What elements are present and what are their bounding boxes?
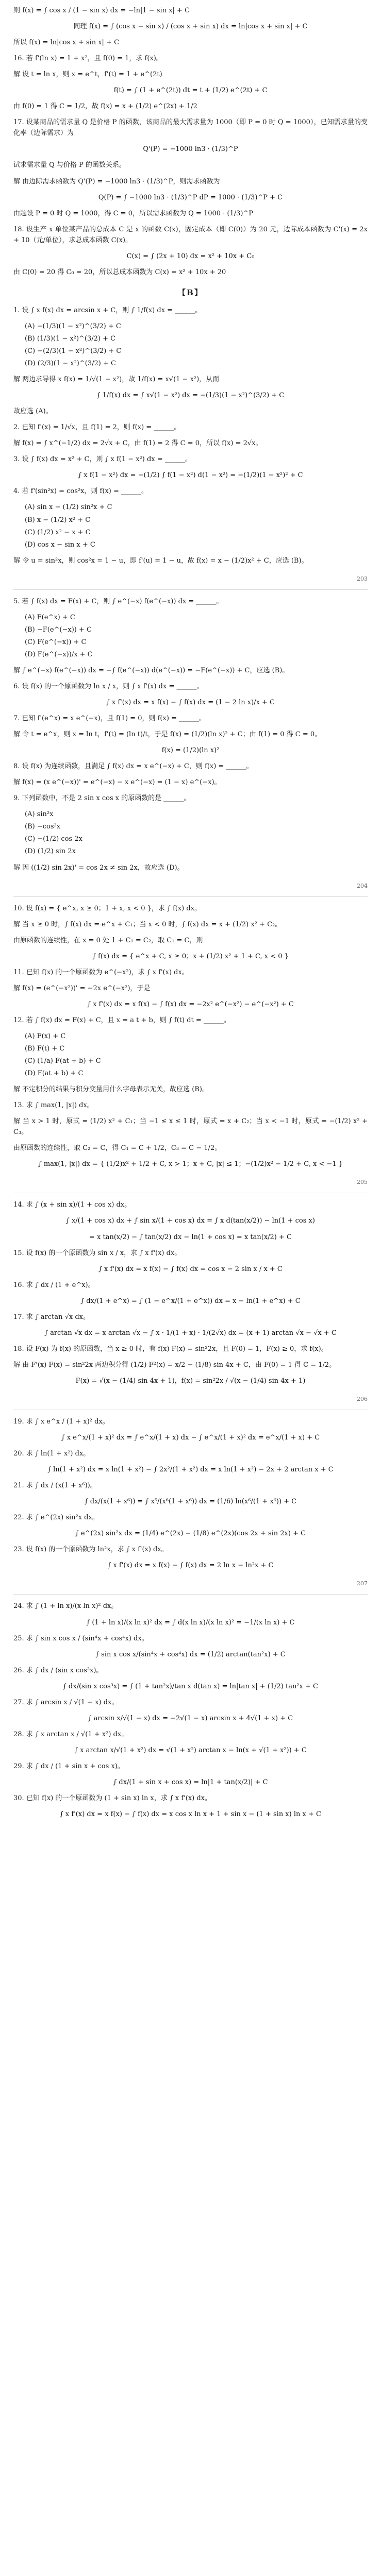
text-line: 30. 已知 f(x) 的一个原函数为 (1 + sin x) ln x，求 ∫ x f'(x) dx。: [13, 1794, 212, 1803]
text-line: 21. 求 ∫ dx / (x(1 + x⁶))。: [13, 1482, 97, 1490]
text-line: 16. 若 f'(ln x) = 1 + x²，且 f(0) = 1，求 f(x)。: [13, 55, 163, 63]
option-item: (C) (1/2) x² − x + C: [25, 528, 91, 536]
section: [13, 1580, 368, 1820]
math-line: ∫ x f'(x) dx = x f(x) − ∫ f(x) dx = (1 − 2 ln x)/x + C: [106, 699, 275, 707]
math-line: F(x) = √(x − (1/4) sin 4x + 1)，f(x) = sin²2x / √(x − (1/4) sin 4x + 1): [75, 1377, 306, 1385]
math-line: ∫ x f'(x) dx = x f(x) − ∫ f(x) dx = 2 ln x − ln²x + C: [107, 1562, 274, 1570]
text-line: 由 C(0) = 20 得 C₀ = 20，所以总成本函数为 C(x) = x² + 10x + 20: [13, 268, 226, 276]
text-line: 12. 若 ∫ f(x) dx = F(x) + C，且 x = a t + b，则 ∫ f(t) dt = ______。: [13, 1016, 230, 1024]
text-line: 14. 求 ∫ (x + sin x)/(1 + cos x) dx。: [13, 1201, 131, 1209]
math-line: C(x) = ∫ (2x + 10) dx = x² + 10x + C₀: [126, 252, 255, 260]
math-line: ∫ arcsin x/√(1 − x) dx = −2√(1 − x) arcsin x + 4√(1 + x) + C: [88, 1714, 293, 1722]
math-line: ∫ 1/f(x) dx = ∫ x√(1 − x²) dx = −(1/3)(1 − x²)^(3/2) + C: [96, 392, 285, 400]
math-line: ∫ arctan √x dx = x arctan √x − ∫ x · 1/(1 + x) · 1/(2√x) dx = (x + 1) arctan √x − √x + C: [44, 1329, 337, 1337]
text-line: 解 令 t = e^x，则 x = ln t，f'(t) = (ln t)/t，于是 f(x) = (1/2)(ln x)² + C；由 f(1) = 0 得 C = 0。: [13, 731, 322, 739]
text-line: 解 f(x) = ∫ x^(−1/2) dx = 2√x + C，由 f(1) = 2 得 C = 0，所以 f(x) = 2√x。: [13, 439, 262, 448]
math-line: ∫ sin x cos x/(sin⁴x + cos⁴x) dx = (1/2) arctan(tan²x) + C: [95, 1650, 286, 1658]
option-item: (D) (1/2) sin 2x: [25, 848, 76, 856]
math-line: ∫ x e^x/(1 + x)² dx = ∫ e^x/(1 + x) dx − ∫ e^x/(1 + x)² dx = e^x/(1 + x) + C: [61, 1434, 320, 1442]
section-title: 【B】: [178, 287, 203, 297]
text-line: 解 由边际需求函数为 Q'(P) = −1000 ln3 · (1/3)^P，则需求函数为: [13, 177, 220, 185]
text-line: 解 由 F'(x) F(x) = sin²2x 两边积分得 (1/2) F²(x) = x/2 − (1/8) sin 4x + C，由 F(0) = 1 得 C = 1/2。: [13, 1361, 336, 1369]
text-line: 18. 设 F(x) 为 f(x) 的原函数，当 x ≥ 0 时，有 f(x) F(x) = sin²2x，且 F(0) = 1，F(x) ≥ 0，求 f(x)。: [13, 1345, 328, 1353]
text-line: 18. 设生产 x 单位某产品的总成本 C 是 x 的函数 C(x)，固定成本（即 C(0)）为 20 元，边际成本函数为 C'(x) = 2x + 10（元/单位），求总成本函数 C(x)。: [13, 225, 368, 244]
text-line: 解 不定积分的结果与积分变量用什么字母表示无关，故应选 (B)。: [13, 1086, 209, 1094]
text-line: 13. 求 ∫ max(1, |x|) dx。: [13, 1101, 94, 1110]
text-line: 25. 求 ∫ sin x cos x / (sin⁴x + cos⁴x) dx。: [13, 1634, 148, 1642]
text-line: 7. 已知 f'(e^x) = x e^(−x)，且 f(1) = 0，则 f(x) = ______。: [13, 715, 206, 723]
text-line: 解 f(x) = (e^(−x²))' = −2x e^(−x²)，于是: [13, 984, 151, 992]
option-list: [13, 612, 368, 660]
option-list: [13, 321, 368, 369]
text-line: 解 两边求导得 x f(x) = 1/√(1 − x²)，故 1/f(x) = x√(1 − x²)，从而: [13, 376, 220, 384]
math-line: ∫ e^(2x) sin²x dx = (1/4) e^(2x) − (1/8) e^(2x)(cos 2x + sin 2x) + C: [75, 1530, 306, 1538]
text-line: 20. 求 ∫ ln(1 + x²) dx。: [13, 1450, 90, 1458]
math-line: Q'(P) = −1000 ln3 · (1/3)^P: [143, 145, 238, 154]
text-line: 24. 求 ∫ (1 + ln x)/(x ln x)² dx。: [13, 1602, 118, 1611]
document-content: [13, 5, 368, 1820]
math-line: ∫ x/(1 + cos x) dx + ∫ sin x/(1 + cos x) dx = ∫ x d(tan(x/2)) − ln(1 + cos x): [66, 1217, 315, 1225]
section: [13, 883, 368, 1170]
page-number: 207: [357, 1580, 368, 1587]
text-line: 解 当 x > 1 时，原式 = (1/2) x² + C₁；当 −1 ≤ x ≤ 1 时，原式 = x + C₂；当 x < −1 时，原式 = −(1/2) x² + C₃。: [13, 1117, 368, 1137]
text-line: 解 ∫ e^(−x) f(e^(−x)) dx = −∫ f(e^(−x)) d(e^(−x)) = −F(e^(−x)) + C，应选 (B)。: [13, 666, 289, 674]
text-line: 5. 若 ∫ f(x) dx = F(x) + C，则 ∫ e^(−x) f(e^(−x)) dx = ______。: [13, 597, 223, 605]
text-line: 16. 求 ∫ dx / (1 + e^x)。: [13, 1281, 95, 1289]
text-line: 9. 下列函数中，不是 2 sin x cos x 的原函数的是 ______。: [13, 794, 191, 803]
section: [13, 1396, 368, 1571]
math-line: ∫ dx/(1 + e^x) = ∫ (1 − e^x/(1 + e^x)) dx = x − ln(1 + e^x) + C: [80, 1297, 301, 1305]
text-line: 解 当 x ≥ 0 时，∫ f(x) dx = e^x + C₁；当 x < 0 时，∫ f(x) dx = x + (1/2) x² + C₂。: [13, 920, 282, 928]
option-item: (A) sin x − (1/2) sin²x + C: [25, 503, 112, 512]
option-item: (B) −cos²x: [25, 823, 61, 831]
option-list: [13, 502, 368, 550]
option-item: (B) x − (1/2) x² + C: [25, 516, 91, 524]
text-line: 由 f(0) = 1 得 C = 1/2，故 f(x) = x + (1/2) e^(2x) + 1/2: [13, 103, 197, 111]
section: [13, 575, 368, 873]
text-line: 故应选 (A)。: [13, 408, 53, 416]
math-line: ∫ ln(1 + x²) dx = x ln(1 + x²) − ∫ 2x²/(1 + x²) dx = x ln(1 + x²) − 2x + 2 arctan x + C: [47, 1466, 334, 1474]
text-line: 2. 已知 f'(x) = 1/√x，且 f(1) = 2，则 f(x) = ______。: [13, 423, 181, 432]
text-line: 10. 设 f(x) = { e^x, x ≥ 0；1 + x, x < 0 }，求 ∫ f(x) dx。: [13, 904, 202, 912]
option-item: (C) F(e^(−x)) + C: [25, 638, 87, 646]
option-item: (D) cos x − sin x + C: [25, 540, 95, 549]
text-line: 4. 若 f'(sin²x) = cos²x，则 f(x) = ______。: [13, 487, 148, 496]
text-line: 23. 设 f(x) 的一个原函数为 ln²x，求 ∫ x f'(x) dx。: [13, 1546, 168, 1554]
text-line: 由原函数的连续性，在 x = 0 处 1 + C₁ = C₂，取 C₁ = C，则: [13, 936, 203, 944]
text-line: 28. 求 ∫ x arctan x / √(1 + x²) dx。: [13, 1730, 128, 1738]
page-divider: [13, 896, 368, 897]
math-line: ∫ x f'(x) dx = x f(x) − ∫ f(x) dx = cos x − 2 sin x / x + C: [98, 1265, 283, 1273]
text-line: 由原函数的连续性，取 C₂ = C，得 C₁ = C + 1/2，C₃ = C − 1/2。: [13, 1144, 222, 1153]
option-item: (C) (1/a) F(at + b) + C: [25, 1057, 101, 1065]
math-line: f(x) = (1/2)(ln x)²: [161, 747, 220, 755]
math-line: Q(P) = ∫ −1000 ln3 · (1/3)^P dP = 1000 · (1/3)^P + C: [98, 193, 283, 201]
math-line: ∫ dx/(sin x cos³x) = ∫ (1 + tan²x)/tan x d(tan x) = ln|tan x| + (1/2) tan²x + C: [63, 1682, 318, 1690]
math-line: ∫ (1 + ln x)/(x ln x)² dx = ∫ d(x ln x)/(x ln x)² = −1/(x ln x) + C: [86, 1618, 295, 1626]
text-line: 则 f(x) = ∫ cos x / (1 − sin x) dx = −ln|1 − sin x| + C: [13, 7, 190, 14]
text-line: 6. 设 f(x) 的一个原函数为 ln x / x，则 ∫ x f'(x) dx = ______。: [13, 682, 204, 690]
text-line: 29. 求 ∫ dx / (1 + sin x + cos x)。: [13, 1762, 124, 1770]
text-line: 26. 求 ∫ dx / (sin x cos³x)。: [13, 1666, 103, 1674]
text-line: 所以 f(x) = ln|cos x + sin x| + C: [13, 39, 120, 47]
option-list: [13, 809, 368, 857]
option-item: (C) −(2/3)(1 − x²)^(3/2) + C: [25, 347, 122, 355]
math-line: ∫ x arctan x/√(1 + x²) dx = √(1 + x²) arctan x − ln(x + √(1 + x²)) + C: [74, 1746, 307, 1754]
text-line: 解 因 ((1/2) sin 2x)' = cos 2x ≠ sin 2x，故应选 (D)。: [13, 863, 184, 872]
page-divider: [13, 1594, 368, 1595]
page-number: 204: [357, 882, 368, 889]
math-line: ∫ x f(1 − x²) dx = −(1/2) ∫ f(1 − x²) d(1 − x²) = −(1/2)(1 − x²)² + C: [78, 471, 303, 480]
option-item: (B) −F(e^(−x)) + C: [25, 625, 92, 634]
math-line: ∫ x f'(x) dx = x f(x) − ∫ f(x) dx = x cos x ln x + 1 + sin x − (1 + sin x) ln x + C: [60, 1810, 321, 1819]
option-item: (D) (2/3)(1 − x²)^(3/2) + C: [25, 360, 116, 368]
page-number: 205: [357, 1179, 368, 1186]
text-line: 由题设 P = 0 时 Q = 1000，得 C = 0，所以需求函数为 Q = 1000 · (1/3)^P: [13, 209, 254, 217]
page-number: 206: [357, 1395, 368, 1402]
text-line: 22. 求 ∫ e^(2x) sin²x dx。: [13, 1514, 99, 1522]
option-item: (B) F(t) + C: [25, 1045, 65, 1053]
text-line: 27. 求 ∫ arcsin x / √(1 − x) dx。: [13, 1698, 119, 1706]
option-item: (D) F(e^(−x))/x + C: [25, 650, 93, 658]
text-line: 解 设 t = ln x，则 x = e^t，f'(t) = 1 + e^(2t): [13, 71, 162, 79]
math-line: 同理 f(x) = ∫ (cos x − sin x) / (cos x + sin x) dx = ln|cos x + sin x| + C: [73, 23, 308, 31]
text-line: 解 f(x) = (x e^(−x))' = e^(−x) − x e^(−x) = (1 − x) e^(−x)。: [13, 778, 221, 787]
section: [13, 5, 368, 278]
text-line: 3. 设 ∫ f(x) dx = x² + C，则 ∫ x f(1 − x²) dx = ______。: [13, 455, 192, 464]
math-line: = x tan(x/2) − ∫ tan(x/2) dx − ln(1 + cos x) = x tan(x/2) + C: [89, 1233, 292, 1241]
math-line: ∫ dx/(1 + sin x + cos x) = ln|1 + tan(x/2)| + C: [113, 1778, 268, 1786]
option-item: (C) −(1/2) cos 2x: [25, 835, 82, 843]
page-divider: [13, 589, 368, 590]
option-list: [13, 1031, 368, 1079]
math-line: f(t) = ∫ (1 + e^(2t)) dt = t + (1/2) e^(2t) + C: [113, 87, 268, 95]
math-line: ∫ max(1, |x|) dx = { (1/2)x² + 1/2 + C, x > 1；x + C, |x| ≤ 1；−(1/2)x² − 1/2 + C, x < −1 }: [38, 1160, 343, 1168]
text-line: 11. 已知 f(x) 的一个原函数为 e^(−x²)，求 ∫ x f'(x) dx。: [13, 968, 189, 976]
math-line: ∫ x f'(x) dx = x f(x) − ∫ f(x) dx = −2x² e^(−x²) − e^(−x²) + C: [87, 1000, 294, 1008]
text-line: 15. 设 f(x) 的一个原函数为 sin x / x，求 ∫ x f'(x) dx。: [13, 1249, 181, 1257]
option-item: (B) (1/3)(1 − x²)^(3/2) + C: [25, 334, 116, 343]
option-item: (A) sin²x: [25, 810, 54, 819]
math-line: ∫ dx/(x(1 + x⁶)) = ∫ x⁵/(x⁶(1 + x⁶)) dx = (1/6) ln(x⁶/(1 + x⁶)) + C: [84, 1498, 297, 1506]
section: [13, 287, 368, 566]
text-line: 19. 求 ∫ x e^x / (1 + x)² dx。: [13, 1417, 109, 1426]
text-line: 1. 设 ∫ x f(x) dx = arcsin x + C，则 ∫ 1/f(x) dx = ______。: [13, 306, 202, 314]
option-item: (A) F(e^x) + C: [25, 613, 75, 621]
text-line: 试求需求量 Q 与价格 P 的函数关系。: [13, 161, 126, 170]
option-item: (D) F(at + b) + C: [25, 1070, 84, 1078]
option-item: (A) F(x) + C: [25, 1032, 66, 1040]
math-line: ∫ f(x) dx = { e^x + C, x ≥ 0；x + (1/2) x² + 1 + C, x < 0 }: [92, 952, 289, 960]
text-line: 17. 设某商品的需求量 Q 是价格 P 的函数，该商品的最大需求量为 1000（即 P = 0 时 Q = 1000），已知需求量的变化率（边际需求）为: [13, 118, 368, 138]
page-number: 203: [357, 575, 368, 582]
section: [13, 1179, 368, 1386]
option-item: (A) −(1/3)(1 − x²)^(3/2) + C: [25, 322, 121, 330]
text-line: 17. 求 ∫ arctan √x dx。: [13, 1313, 90, 1321]
text-line: 解 令 u = sin²x，则 cos²x = 1 − u，即 f'(u) = 1 − u，故 f(x) = x − (1/2)x² + C，应选 (B)。: [13, 556, 308, 565]
text-line: 8. 设 f(x) 为连续函数，且满足 ∫ f(x) dx = x e^(−x) + C，则 f(x) = ______。: [13, 762, 253, 771]
